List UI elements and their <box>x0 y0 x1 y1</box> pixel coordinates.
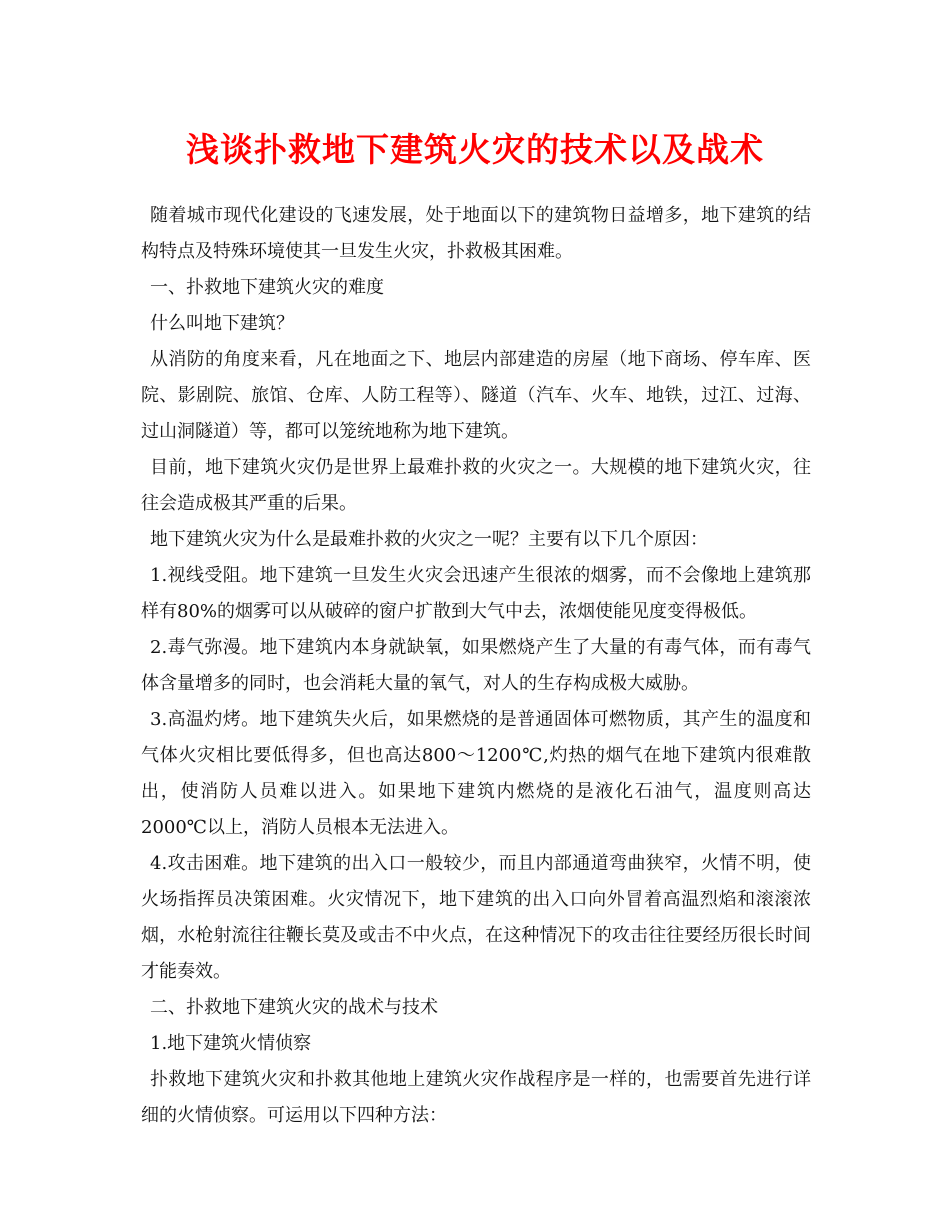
paragraph-intro: 随着城市现代化建设的飞速发展，处于地面以下的建筑物日益增多，地下建筑的结构特点及特殊环境使其一旦发生火灾，扑救极其困难。 <box>141 205 811 262</box>
list-item-high-temperature: 3.高温灼烤。地下建筑失火后，如果燃烧的是普通固体可燃物质，其产生的温度和气体火灾相比要低得多，但也高达800～1200℃,灼热的烟气在地下建筑内很难散出，使消防人员难以进入。如果地下建筑内燃烧的是液化石油气，温度则高达2000℃以上，消防人员根本无法进入。 <box>141 709 811 838</box>
section-heading-tactics: 二、扑救地下建筑火灾的战术与技术 <box>150 997 438 1018</box>
paragraph-reconnaissance: 扑救地下建筑火灾和扑救其他地上建筑火灾作战程序是一样的，也需要首先进行详细的火情侦察。可运用以下四种方法： <box>141 1069 811 1126</box>
document-body <box>141 198 811 1134</box>
subsection-heading-reconnaissance: 1.地下建筑火情侦察 <box>150 1033 312 1054</box>
section-heading-difficulty: 一、扑救地下建筑火灾的难度 <box>150 277 384 298</box>
paragraph-definition: 从消防的角度来看，凡在地面之下、地层内部建造的房屋（地下商场、停车库、医院、影剧院、旅馆、仓库、人防工程等）、隧道（汽车、火车、地铁，过江、过海、过山洞隧道）等，都可以笼统地称为地下建筑。 <box>141 349 811 442</box>
document-title: 浅谈扑救地下建筑火灾的技术以及战术 <box>186 130 764 169</box>
paragraph-reasons-intro: 地下建筑火灾为什么是最难扑救的火灾之一呢？主要有以下几个原因： <box>150 529 708 550</box>
paragraph-question: 什么叫地下建筑？ <box>150 313 294 334</box>
list-item-visibility: 1.视线受阻。地下建筑一旦发生火灾会迅速产生很浓的烟雾，而不会像地上建筑那样有80%的烟雾可以从破碎的窗户扩散到大气中去，浓烟使能见度变得极低。 <box>141 565 811 622</box>
paragraph-current-status: 目前，地下建筑火灾仍是世界上最难扑救的火灾之一。大规模的地下建筑火灾，往往会造成极其严重的后果。 <box>141 457 811 514</box>
list-item-attack-difficulty: 4.攻击困难。地下建筑的出入口一般较少，而且内部通道弯曲狭窄，火情不明，使火场指挥员决策困难。火灾情况下，地下建筑的出入口向外冒着高温烈焰和滚滚浓烟，水枪射流往往鞭长莫及或击不中火点，在这种情况下的攻击往往要经历很长时间才能奏效。 <box>141 853 811 982</box>
list-item-toxic-gas: 2.毒气弥漫。地下建筑内本身就缺氧，如果燃烧产生了大量的有毒气体，而有毒气体含量增多的同时，也会消耗大量的氧气，对人的生存构成极大威胁。 <box>141 637 811 694</box>
